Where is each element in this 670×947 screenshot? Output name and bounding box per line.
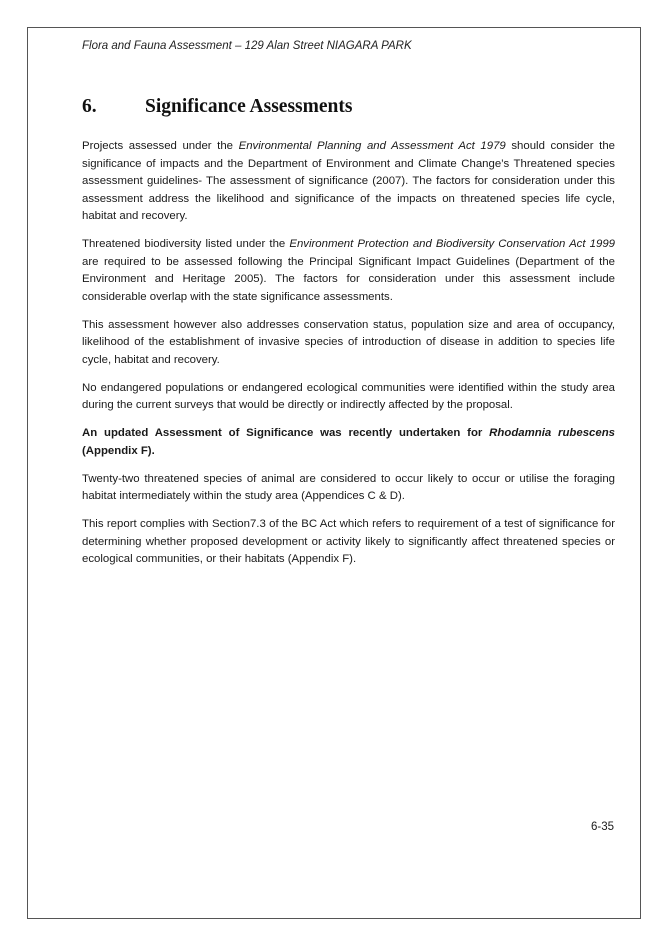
act-title-epbc: Environment Protection and Biodiversity Conservation Act 1999 [289,238,615,250]
paragraph-7: This report complies with Section7.3 of the BC Act which refers to requirement of a test of significance for determining whether proposed development or activity likely to significantly affect threatened species or ecological communities, or their habitats (Appendix F). [82,518,615,565]
section-heading [82,96,615,118]
paragraph-6: Twenty-two threatened species of animal are considered to occur likely to occur or utilise the foraging habitat intermediately within the study area (Appendices C & D). [82,472,615,502]
paragraph-5-text-c: (Appendix F). [82,444,155,457]
paragraph-1-text-c: should consider the significance of impacts and the Department of Environment and Climate Change’s Threatened species assessment guidelines- The assessment of significance (2007). The factors for consideration under this assessment address the likelihood and significance of the impacts on threatened species life cycle, habitat and recovery. [82,140,615,222]
paragraph-2 [82,236,615,306]
section-number: 6. [82,96,97,117]
paragraph-5-text-a: An updated Assessment of Significance was recently undertaken for [82,427,490,439]
running-header: Flora and Fauna Assessment – 129 Alan Street NIAGARA PARK [82,40,412,52]
paragraph-2-text-c: are required to be assessed following the Principal Significant Impact Guidelines (Department of the Environment and Heritage 2005). The factors for consideration under this assessment include considerable overlap with the state significance assessments. [82,255,615,303]
body-text [82,138,615,579]
paragraph-1 [82,138,615,226]
paragraph-3: This assessment however also addresses conservation status, population size and area of occupancy, likelihood of the establishment of invasive species of introduction of disease in addition to species life cycle, habitat and recovery. [82,318,615,366]
species-name: Rhodamnia rubescens [489,427,615,439]
act-title-epa: Environmental Planning and Assessment Act 1979 [238,140,506,152]
page-number: 6-35 [590,821,614,833]
paragraph-5 [82,425,615,460]
paragraph-2-text-a: Threatened biodiversity listed under the [82,238,290,250]
section-title: Significance Assessments [145,96,353,117]
paragraph-4: No endangered populations or endangered ecological communities were identified within the study area during the current surveys that would be directly or indirectly affected by the proposal. [82,381,615,411]
paragraph-1-text-a: Projects assessed under the [82,140,239,152]
